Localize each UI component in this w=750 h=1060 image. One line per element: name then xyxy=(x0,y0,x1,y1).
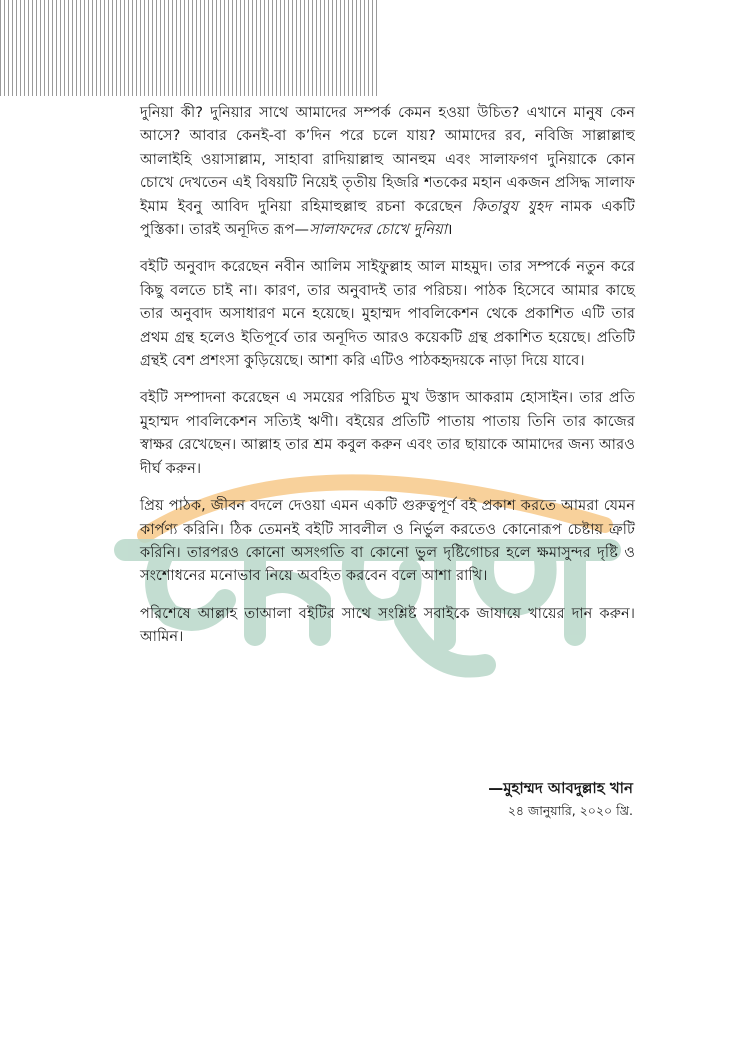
paragraph-intro: দুনিয়া কী? দুনিয়ার সাথে আমাদের সম্পর্ক কেমন হওয়া উচিত? এখানে মানুষ কেন আসে? আবার কেনই-বা ক’দিন পরে চলে যায়? আমাদের রব, নবিজি সাল্লাল্লাহু আলাইহি ওয়াসাল্লাম, সাহাবা রাদিয়াল্লাহু আনহুম এবং সালাফগণ দুনিয়াকে কোন চোখে দেখতেন এই বিষয়টি নিয়েই তৃতীয় হিজরি শতকের মহান একজন প্রসিদ্ধ সালাফ ইমাম ইবনু আবিদ দুনিয়া রহিমাহুল্লাহু রচনা করেছেন কিতাবুয যুহদ নামক একটি পুস্তিকা। তারই অনূদিত রূপ—সালাফদের চোখে দুনিয়া। xyxy=(140,104,635,239)
paragraph-reader-note: প্রিয় পাঠক, জীবন বদলে দেওয়া এমন একটি গুরুত্বপূর্ণ বই প্রকাশ করতে আমরা যেমন কার্পণ্য করিনি। ঠিক তেমনই বইটি সাবলীল ও নির্ভুল করতেও কোনোরূপ চেষ্টায় ত্রুটি করিনি। তারপরও কোনো অসংগতি বা কোনো ভুল দৃষ্টিগোচর হলে ক্ষমাসুন্দর দৃষ্টি ও সংশোধনের মনোভাব নিয়ে অবহিত করবেন বলে আশা রাখি। xyxy=(140,497,635,585)
book-title-translated: সালাফদের চোখে দুনিয়া xyxy=(309,221,448,239)
preface-body xyxy=(140,101,635,663)
signature-date: ২৪ জানুয়ারি, ২০২০ খ্রি. xyxy=(507,803,633,818)
signature-name: —মুহাম্মদ আবদুল্লাহ খান xyxy=(488,779,633,797)
decorative-stripes xyxy=(0,0,378,96)
paragraph-closing: পরিশেষে আল্লাহ তাআলা বইটির সাথে সংশ্লিষ্ট সবাইকে জাযায়ে খায়ের দান করুন। আমিন। xyxy=(140,604,635,646)
book-title-original: কিতাবুয যুহদ xyxy=(471,197,552,215)
signature-block xyxy=(488,776,633,822)
paragraph-translator: বইটি অনুবাদ করেছেন নবীন আলিম সাইফুল্লাহ আল মাহমুদ। তার সম্পর্কে নতুন করে কিছু বলতে চাই না। কারণ, তার অনুবাদই তার পরিচয়। পাঠক হিসেবে আমার কাছে তার অনুবাদ অসাধারণ মনে হয়েছে। মুহাম্মদ পাবলিকেশন থেকে প্রকাশিত এটি তার প্রথম গ্রন্থ হলেও ইতিপূর্বে তার অনূদিত আরও কয়েকটি গ্রন্থ প্রকাশিত হয়েছে। প্রতিটি গ্রন্থই বেশ প্রশংসা কুড়িয়েছে। আশা করি এটিও পাঠকহৃদয়কে নাড়া দিয়ে যাবে। xyxy=(140,258,635,370)
paragraph-editor: বইটি সম্পাদনা করেছেন এ সময়ের পরিচিত মুখ উস্তাদ আকরাম হোসাইন। তার প্রতি মুহাম্মদ পাবলিকেশন সত্যিই ঋণী। বইয়ের প্রতিটি পাতায় পাতায় তিনি তার কাজের স্বাক্ষর রেখেছেন। আল্লাহ তার শ্রম কবুল করুন এবং তার ছায়াকে আমাদের জন্য আরও দীর্ঘ করুন। xyxy=(140,389,635,477)
